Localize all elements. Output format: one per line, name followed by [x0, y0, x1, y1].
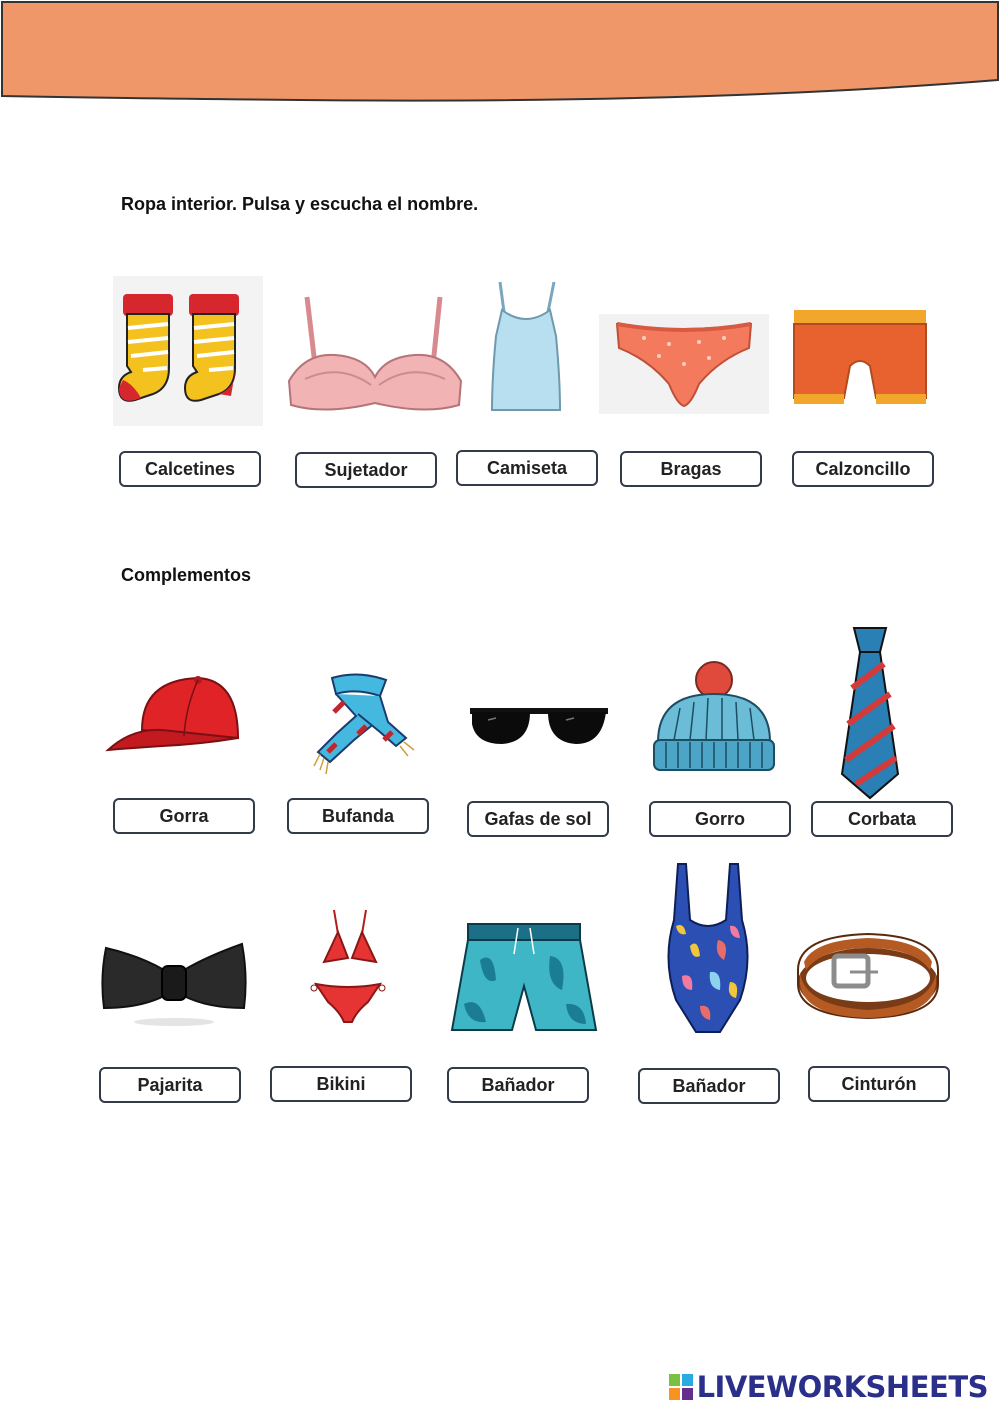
bikini-icon[interactable] [308, 906, 388, 1024]
brand-name: LIVEWORKSHEETS [696, 1370, 988, 1404]
undershirt-icon[interactable] [484, 278, 568, 416]
sunglasses-icon[interactable] [470, 704, 608, 746]
bow-tie-icon[interactable] [100, 938, 248, 1030]
bra-icon[interactable] [285, 293, 465, 415]
label-button-camiseta[interactable]: Camiseta [456, 450, 598, 486]
label-button-corbata[interactable]: Corbata [811, 801, 953, 837]
label-button-sujetador[interactable]: Sujetador [295, 452, 437, 488]
label-button-banador-2[interactable]: Bañador [638, 1068, 780, 1104]
label-button-bragas[interactable]: Bragas [620, 451, 762, 487]
label-button-gafas-de-sol[interactable]: Gafas de sol [467, 801, 609, 837]
label-button-bikini[interactable]: Bikini [270, 1066, 412, 1102]
liveworksheets-logo-icon [669, 1374, 693, 1400]
swim-trunks-icon[interactable] [450, 920, 598, 1036]
label-button-gorra[interactable]: Gorra [113, 798, 255, 834]
label-button-pajarita[interactable]: Pajarita [99, 1067, 241, 1103]
scarf-icon[interactable] [296, 666, 430, 776]
label-button-bufanda[interactable]: Bufanda [287, 798, 429, 834]
boxer-briefs-icon[interactable] [790, 306, 930, 414]
header-banner [0, 0, 1000, 104]
label-button-calzoncillo[interactable]: Calzoncillo [792, 451, 934, 487]
tie-icon[interactable] [838, 624, 900, 800]
swimsuit-icon[interactable] [660, 860, 756, 1036]
liveworksheets-brand [669, 1370, 988, 1404]
section-heading-underwear: Ropa interior. Pulsa y escucha el nombre. [121, 194, 479, 214]
beanie-icon[interactable] [650, 660, 778, 774]
socks-icon[interactable] [113, 276, 263, 426]
panties-icon[interactable] [599, 314, 769, 414]
label-button-cinturon[interactable]: Cinturón [808, 1066, 950, 1102]
belt-icon[interactable] [794, 926, 942, 1022]
label-button-banador-1[interactable]: Bañador [447, 1067, 589, 1103]
cap-icon[interactable] [102, 646, 248, 792]
section-heading-accessories: Complementos [121, 565, 252, 585]
label-button-calcetines[interactable]: Calcetines [119, 451, 261, 487]
label-button-gorro[interactable]: Gorro [649, 801, 791, 837]
